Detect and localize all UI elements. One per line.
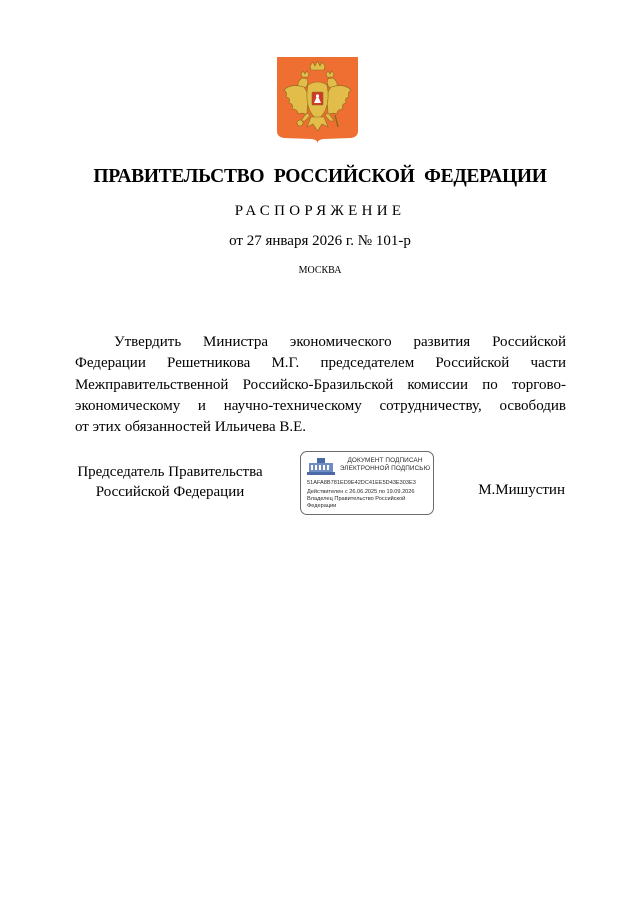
double-headed-eagle-icon (277, 57, 358, 143)
body-line: Межправительственной Российско-Бразильской комиссии по торгово- (75, 376, 566, 393)
signatory-position (70, 463, 270, 502)
certificate-validity: Действителен с 26.06.2025 по 19.09.2026 (307, 489, 415, 495)
signatory-position-line: Российской Федерации (95, 483, 245, 500)
document-date-number: от 27 января 2026 г. № 101-р (229, 233, 411, 249)
stamp-heading (339, 457, 431, 473)
body-line: Утвердить Министра экономического развития Российской (114, 334, 566, 350)
electronic-signature-stamp (300, 451, 434, 515)
signatory-name: М.Мишустин (478, 482, 565, 498)
state-emblem (277, 57, 358, 143)
body-line: от этих обязанностей Ильичева В.Е. (75, 419, 307, 436)
stamp-heading-line: ДОКУМЕНТ ПОДПИСАН (347, 457, 423, 464)
government-building-icon (307, 457, 335, 475)
government-title: ПРАВИТЕЛЬСТВО РОССИЙСКОЙ ФЕДЕРАЦИИ (93, 166, 547, 187)
stamp-heading-line: ЭЛЕКТРОННОЙ ПОДПИСЬЮ (339, 465, 431, 472)
signatory-position-line: Председатель Правительства (77, 464, 263, 480)
certificate-owner: Владелец Правительство Российской (307, 496, 406, 502)
document-type: РАСПОРЯЖЕНИЕ (234, 203, 406, 219)
certificate-owner: Федерации (307, 503, 337, 509)
body-line: экономическому и научно-техническому сотрудничеству, освободив (75, 397, 566, 414)
document-city: МОСКВА (298, 265, 342, 276)
order-body (75, 332, 566, 438)
body-line: Федерации Решетникова М.Г. председателем Российской части (75, 355, 566, 372)
certificate-serial: 51AFA8B781ED9E42DC41EE5D43E303E3 (307, 480, 416, 486)
